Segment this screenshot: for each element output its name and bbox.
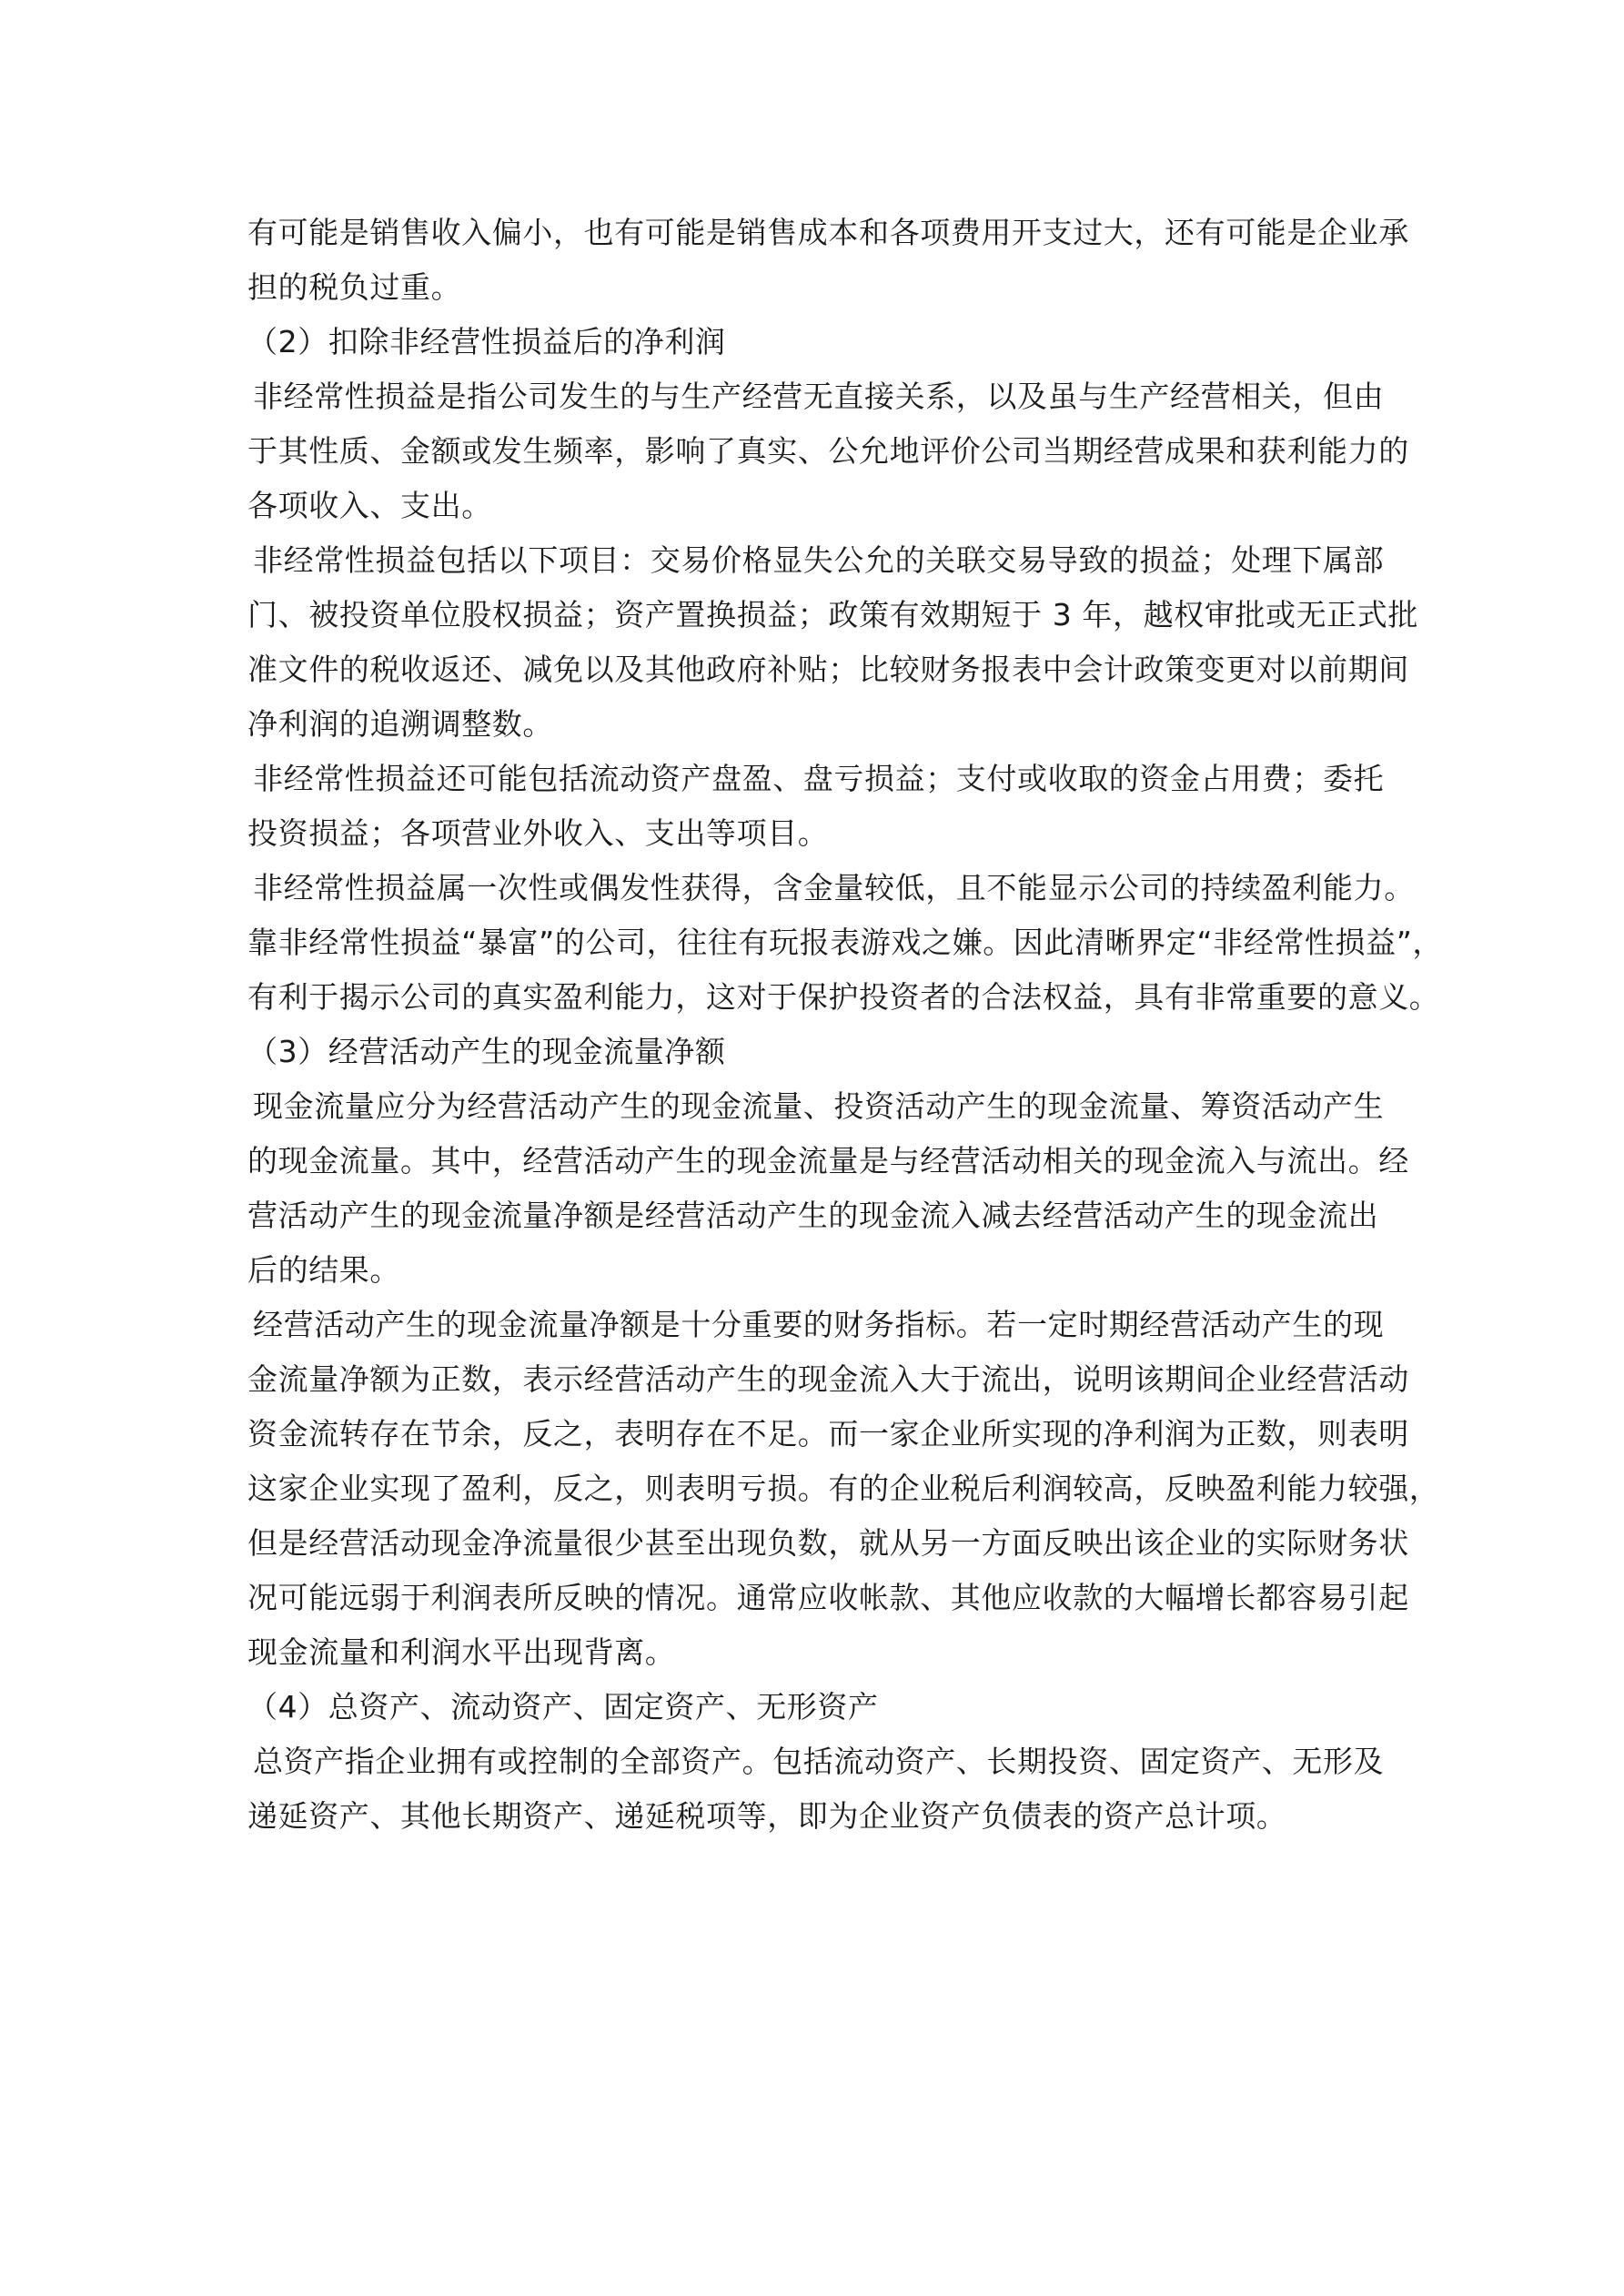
paragraph-line: 非经常性损益还可能包括流动资产盘盈、盘亏损益；支付或收取的资金占用费；委托 — [253, 761, 1385, 796]
section-heading: （2）扣除非经营性损益后的净利润 — [247, 324, 726, 359]
paragraph-line: 金流量净额为正数，表示经营活动产生的现金流入大于流出，说明该期间企业经营活动 — [247, 1361, 1409, 1397]
paragraph-line: 投资损益；各项营业外收入、支出等项目。 — [247, 815, 829, 851]
document-body — [247, 206, 1443, 1844]
paragraph-line: 门、被投资单位股权损益；资产置换损益；政策有效期短于 3 年，越权审批或无正式批 — [247, 597, 1418, 632]
paragraph-line: 于其性质、金额或发生频率，影响了真实、公允地评价公司当期经营成果和获利能力的 — [247, 433, 1409, 469]
paragraph-line: 营活动产生的现金流量净额是经营活动产生的现金流入减去经营活动产生的现金流出 — [247, 1198, 1379, 1233]
paragraph-line: 净利润的追溯调整数。 — [247, 706, 553, 742]
paragraph-line: 这家企业实现了盈利，反之，则表明亏损。有的企业税后利润较高，反映盈利能力较强， — [247, 1471, 1440, 1506]
section-heading: （4）总资产、流动资产、固定资产、无形资产 — [247, 1689, 879, 1725]
paragraph-line: 资金流转存在节余，反之，表明存在不足。而一家企业所实现的净利润为正数，则表明 — [247, 1416, 1409, 1451]
paragraph-line: 递延资产、其他长期资产、递延税项等，即为企业资产负债表的资产总计项。 — [247, 1798, 1287, 1834]
paragraph-line: 准文件的税收返还、减免以及其他政府补贴；比较财务报表中会计政策变更对以前期间 — [247, 652, 1409, 687]
paragraph-line: 有利于揭示公司的真实盈利能力，这对于保护投资者的合法权益，具有非常重要的意义。 — [247, 979, 1440, 1015]
paragraph-line: 的现金流量。其中，经营活动产生的现金流量是与经营活动相关的现金流入与流出。经 — [247, 1143, 1409, 1178]
paragraph-line: 非经常性损益包括以下项目：交易价格显失公允的关联交易导致的损益；处理下属部 — [253, 542, 1385, 578]
section-heading: （3）经营活动产生的现金流量净额 — [247, 1034, 726, 1069]
paragraph-line: 有可能是销售收入偏小，也有可能是销售成本和各项费用开支过大，还有可能是企业承 — [247, 215, 1409, 250]
paragraph-line: 总资产指企业拥有或控制的全部资产。包括流动资产、长期投资、固定资产、无形及 — [253, 1744, 1385, 1779]
paragraph-line: 后的结果。 — [247, 1252, 400, 1288]
paragraph-line: 非经常性损益属一次性或偶发性获得，含金量较低，且不能显示公司的持续盈利能力。 — [253, 870, 1415, 905]
paragraph-line: 各项收入、支出。 — [247, 488, 492, 523]
paragraph-line: 现金流量应分为经营活动产生的现金流量、投资活动产生的现金流量、筹资活动产生 — [253, 1088, 1385, 1124]
paragraph-line: 经营活动产生的现金流量净额是十分重要的财务指标。若一定时期经营活动产生的现 — [253, 1307, 1385, 1342]
paragraph-line: 担的税负过重。 — [247, 269, 462, 305]
paragraph-line: 靠非经常性损益“暴富”的公司，往往有玩报表游戏之嫌。因此清晰界定“非经常性损益”， — [247, 925, 1443, 960]
paragraph-line: 现金流量和利润水平出现背离。 — [247, 1634, 676, 1670]
paragraph-line: 但是经营活动现金净流量很少甚至出现负数，就从另一方面反映出该企业的实际财务状 — [247, 1525, 1409, 1561]
paragraph-line: 况可能远弱于利润表所反映的情况。通常应收帐款、其他应收款的大幅增长都容易引起 — [247, 1580, 1409, 1615]
paragraph-line: 非经常性损益是指公司发生的与生产经营无直接关系，以及虽与生产经营相关，但由 — [253, 379, 1385, 414]
